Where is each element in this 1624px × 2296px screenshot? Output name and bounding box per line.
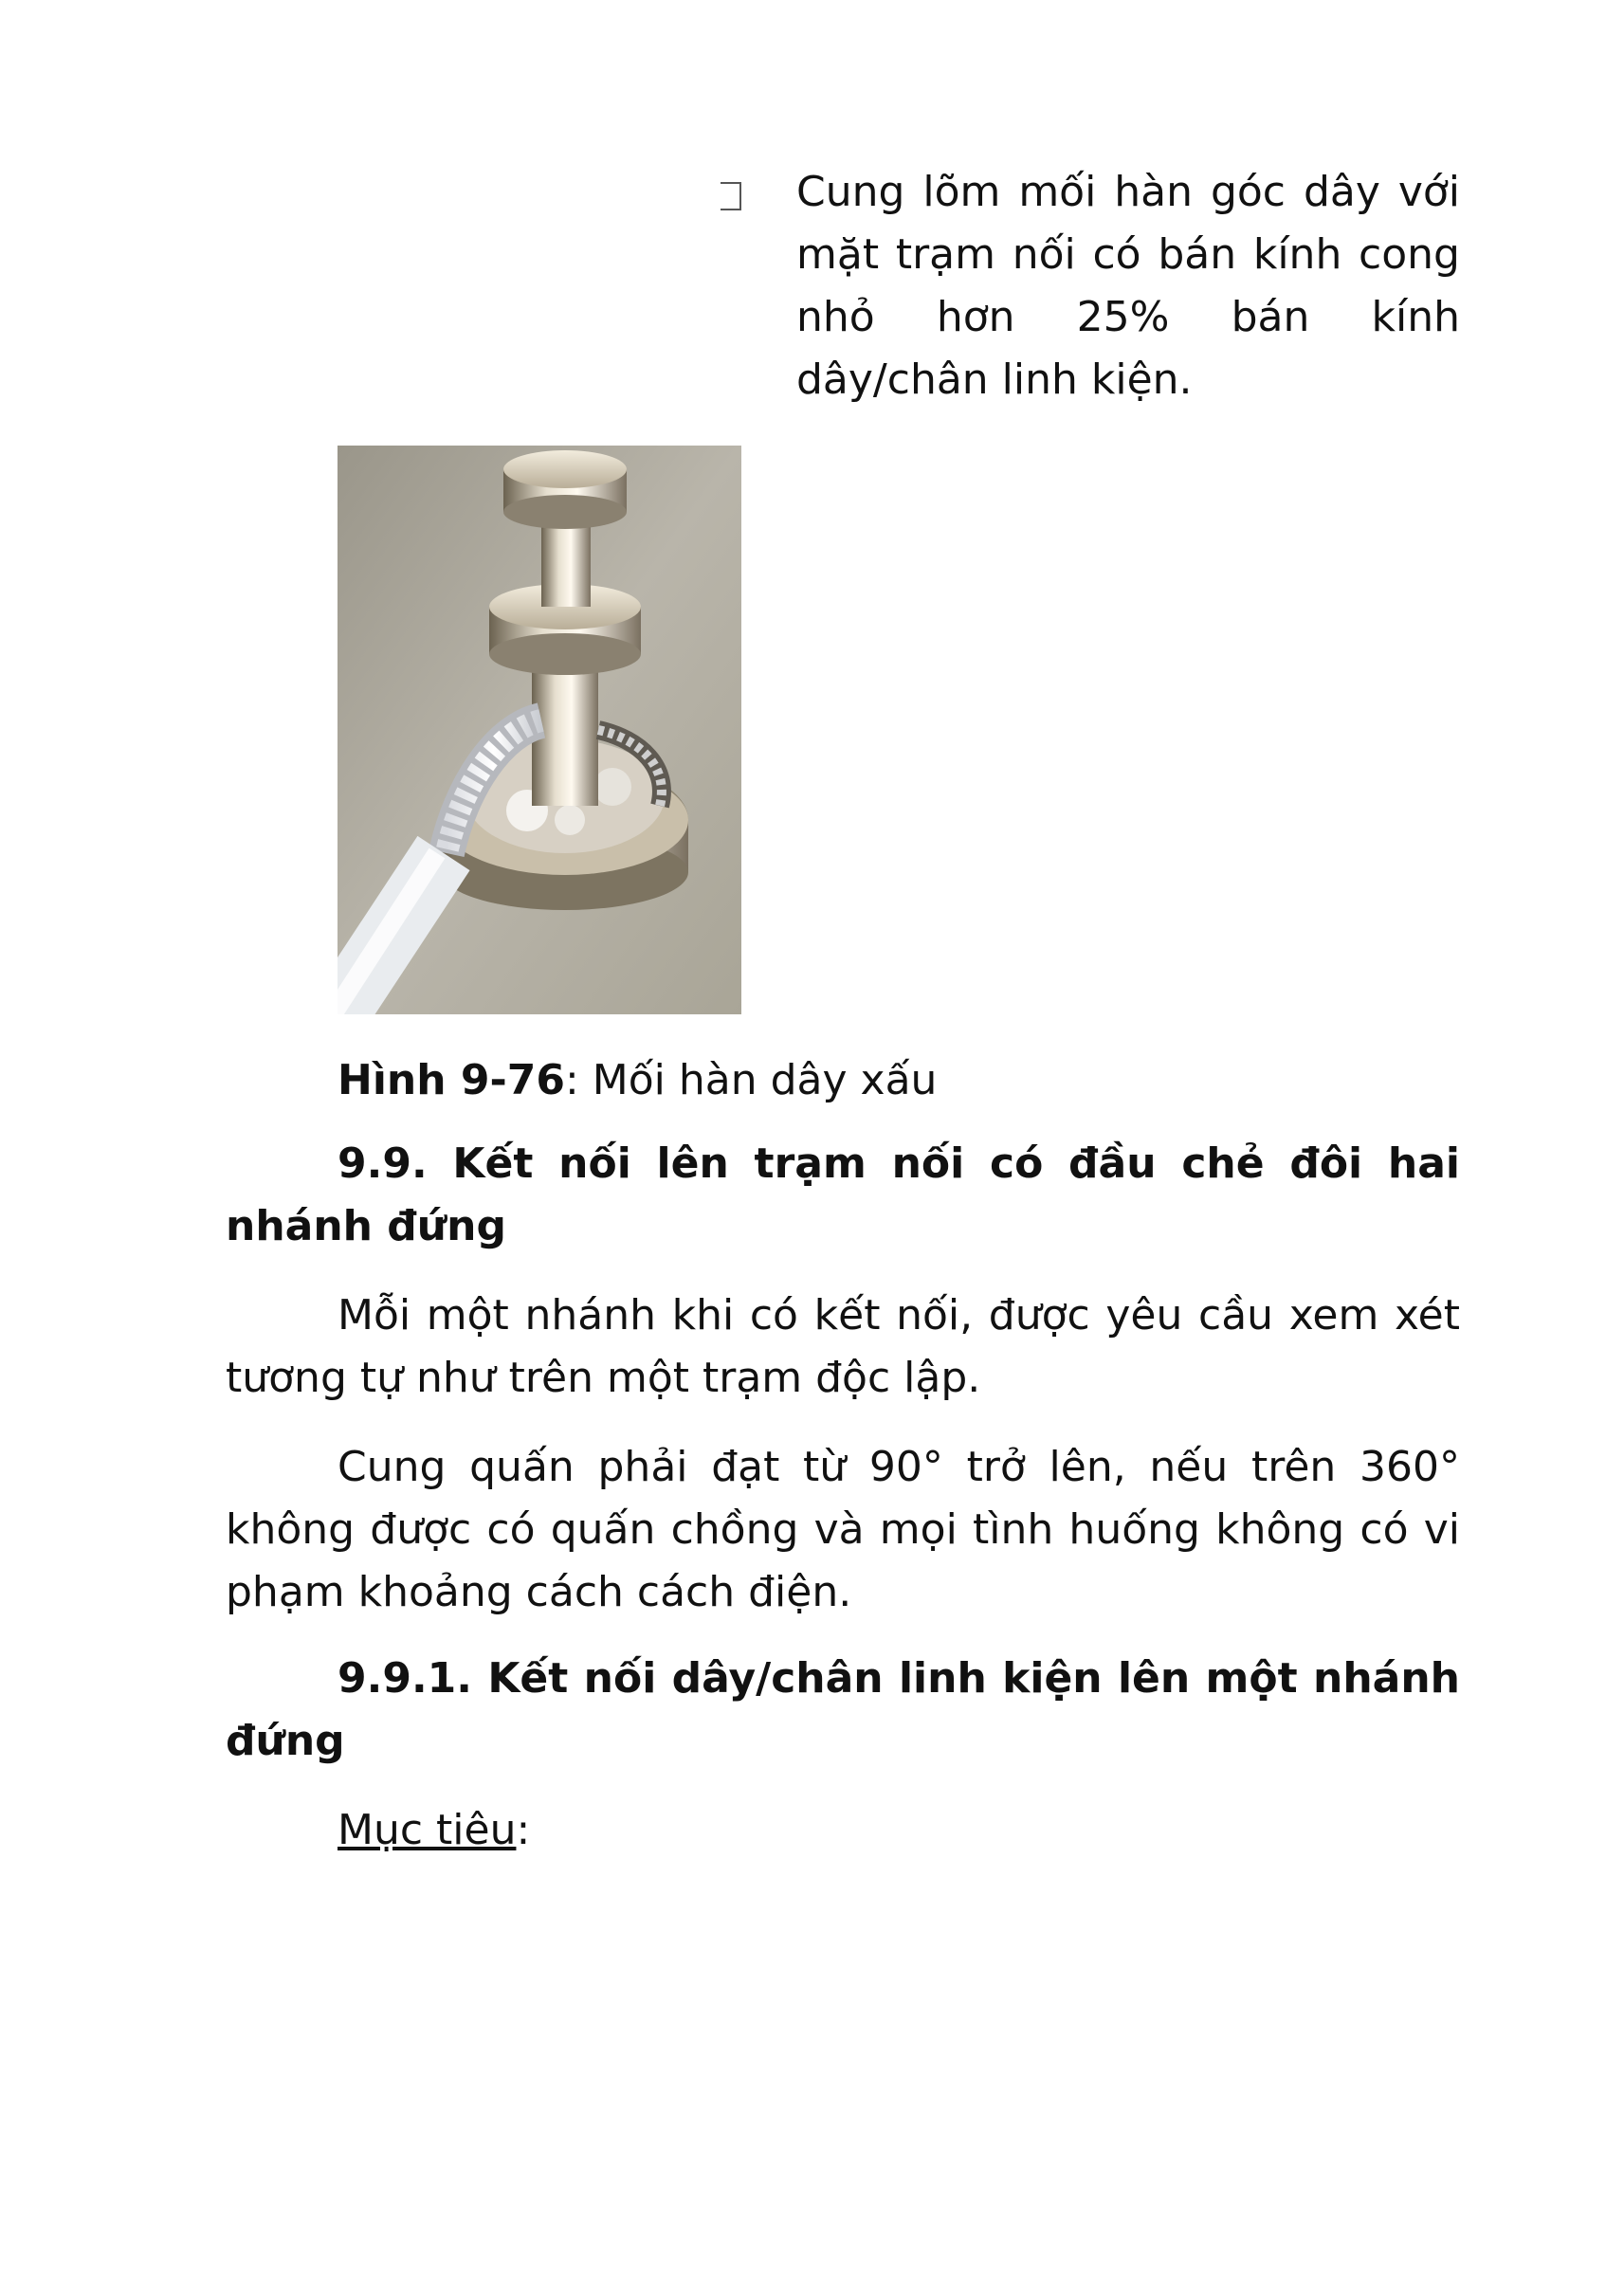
- section-heading-9-9-1: 9.9.1. Kết nối dây/chân linh kiện lên một nhánh đứng: [226, 1654, 1460, 1765]
- bullet-marker-icon: [721, 182, 741, 210]
- figure-separator: :: [564, 1056, 579, 1104]
- figure-photo: [338, 446, 741, 1014]
- section-heading-9-9: 9.9. Kết nối lên trạm nối có đầu chẻ đôi hai nhánh đứng: [226, 1139, 1460, 1250]
- figure-caption-text: Mối hàn dây xấu: [578, 1056, 938, 1104]
- goal-label: [338, 1799, 530, 1862]
- bullet-text: Cung lõm mối hàn góc dây với mặt trạm nối có bán kính cong nhỏ hơn 25% bán kính dây/chân linh kiện.: [796, 168, 1460, 404]
- paragraph-branch-connection: Mỗi một nhánh khi có kết nối, được yêu cầu xem xét tương tự như trên một trạm độc lập.: [226, 1291, 1460, 1402]
- goal-label-text: Mục tiêu: [338, 1806, 517, 1854]
- paragraph-wrap-requirement: Cung quấn phải đạt từ 90° trở lên, nếu trên 360° không được có quấn chồng và mọi tình huống không có vi phạm khoảng cách cách điện.: [226, 1443, 1460, 1616]
- goal-colon: :: [516, 1806, 531, 1854]
- figure-caption: [338, 1052, 937, 1109]
- figure-label: Hình 9-76: [338, 1056, 565, 1104]
